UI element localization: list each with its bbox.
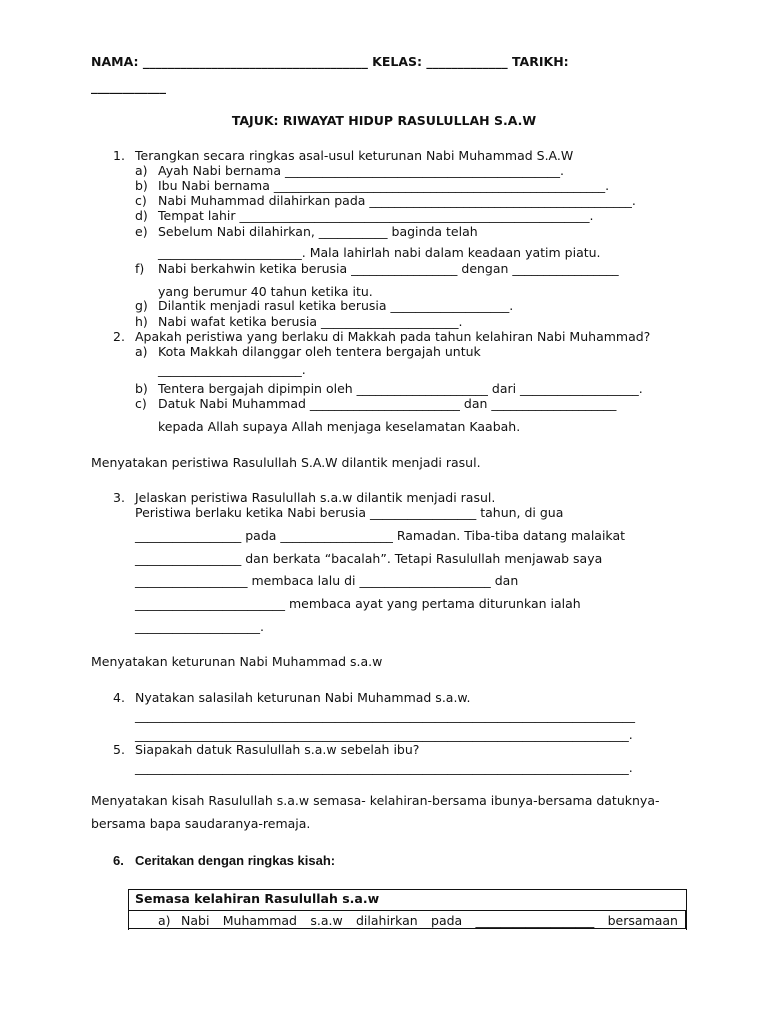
q1-c-text[interactable]: Nabi Muhammad dilahirkan pada __________________________________________. [158, 193, 636, 208]
q2-c-continuation: kepada Allah supaya Allah menjaga keselamatan Kaabah. [158, 419, 521, 434]
q3-number: 3. [113, 490, 125, 505]
row-a-blank[interactable]: ___________________ [475, 913, 595, 928]
q1-d-text[interactable]: Tempat lahir ________________________________________________________. [158, 208, 594, 223]
row-a-word: s.a.w [310, 913, 343, 928]
q1-g-label: g) [135, 298, 148, 313]
q1-a-text[interactable]: Ayah Nabi bernama ____________________________________________. [158, 163, 564, 178]
q1-c-label: c) [135, 193, 147, 208]
section-heading-appointment: Menyatakan peristiwa Rasulullah S.A.W dilantik menjadi rasul. [91, 455, 481, 470]
q1-h-text[interactable]: Nabi wafat ketika berusia ______________________. [158, 314, 463, 329]
row-a-word: pada [431, 913, 463, 928]
q2-number: 2. [113, 329, 125, 344]
q2-a-label: a) [135, 344, 148, 359]
q5-text: Siapakah datuk Rasulullah s.a.w sebelah ibu? [135, 742, 420, 757]
q3-line-3[interactable]: _________________ dan berkata “bacalah”. Tetapi Rasulullah menjawab saya [135, 551, 603, 566]
q6-text: Ceritakan dengan ringkas kisah: [135, 853, 336, 868]
q1-d-label: d) [135, 208, 148, 223]
q2-c-text[interactable]: Datuk Nabi Muhammad ________________________ dan ____________________ [158, 396, 617, 411]
q2-b-text[interactable]: Tentera bergajah dipimpin oleh _____________________ dari ___________________. [158, 381, 643, 396]
q2-c-label: c) [135, 396, 147, 411]
q4-answer-line-1[interactable]: ________________________________________________________________________________ [135, 708, 635, 723]
q1-number: 1. [113, 148, 125, 163]
q5-number: 5. [113, 742, 125, 757]
q4-answer-line-2[interactable]: _______________________________________________________________________________. [135, 727, 633, 742]
section-heading-lineage: Menyatakan keturunan Nabi Muhammad s.a.w [91, 654, 383, 669]
row-a-word: Nabi [181, 913, 210, 928]
q3-line-2[interactable]: _________________ pada __________________ Ramadan. Tiba-tiba datang malaikat [135, 528, 626, 543]
q3-line-5[interactable]: ________________________ membaca ayat yang pertama diturunkan ialah [135, 596, 581, 611]
q1-f-continuation: yang berumur 40 tahun ketika itu. [158, 284, 373, 299]
table-left-border [128, 910, 129, 929]
q1-e-text[interactable]: Sebelum Nabi dilahirkan, ___________ baginda telah [158, 224, 478, 239]
q6-number: 6. [113, 853, 124, 868]
q2-b-label: b) [135, 381, 148, 396]
q2-text: Apakah peristiwa yang berlaku di Makkah pada tahun kelahiran Nabi Muhammad? [135, 329, 651, 344]
q1-b-label: b) [135, 178, 148, 193]
table-row-a-label: a) [158, 913, 171, 928]
date-blank-line[interactable]: ____________ [91, 79, 166, 94]
q3-line-4[interactable]: __________________ membaca lalu di _____________________ dan [135, 573, 519, 588]
row-a-word: bersamaan [607, 913, 678, 928]
q1-f-text[interactable]: Nabi berkahwin ketika berusia _________________ dengan _________________ [158, 261, 619, 276]
q1-a-label: a) [135, 163, 148, 178]
q1-f-label: f) [135, 261, 145, 276]
page-title: TAJUK: RIWAYAT HIDUP RASULULLAH S.A.W [231, 113, 537, 128]
q3-text: Jelaskan peristiwa Rasulullah s.a.w dilantik menjadi rasul. [135, 490, 496, 505]
q4-number: 4. [113, 690, 125, 705]
q1-e-continuation[interactable]: _______________________. Mala lahirlah nabi dalam keadaan yatim piatu. [158, 245, 601, 260]
q2-a-text: Kota Makkah dilanggar oleh tentera bergajah untuk [158, 344, 481, 359]
q3-line-1[interactable]: Peristiwa berlaku ketika Nabi berusia _________________ tahun, di gua [135, 505, 564, 520]
q1-e-label: e) [135, 224, 148, 239]
row-a-word: dilahirkan [356, 913, 418, 928]
table-bottom-border [128, 928, 686, 929]
q4-text: Nyatakan salasilah keturunan Nabi Muhammad s.a.w. [135, 690, 471, 705]
name-class-date-line[interactable]: NAMA: ____________________________________ KELAS: _____________ TARIKH: [91, 54, 569, 69]
table-right-border [685, 910, 686, 929]
q1-text: Terangkan secara ringkas asal-usul keturunan Nabi Muhammad S.A.W [135, 148, 574, 163]
table-row-a-text[interactable] [181, 913, 678, 928]
q2-a-continuation[interactable]: _______________________. [158, 362, 306, 377]
table-header-birth: Semasa kelahiran Rasulullah s.a.w [135, 891, 380, 906]
q1-g-text[interactable]: Dilantik menjadi rasul ketika berusia ___________________. [158, 298, 514, 313]
q3-line-6[interactable]: ____________________. [135, 619, 264, 634]
row-a-word: Muhammad [222, 913, 297, 928]
section-heading-story-line-2: bersama bapa saudaranya-remaja. [91, 816, 311, 831]
section-heading-story-line-1: Menyatakan kisah Rasulullah s.a.w semasa- kelahiran-bersama ibunya-bersama datuknya- [91, 793, 660, 808]
q1-h-label: h) [135, 314, 148, 329]
q5-answer-line[interactable]: _______________________________________________________________________________. [135, 760, 633, 775]
q1-b-text[interactable]: Ibu Nabi bernama _____________________________________________________. [158, 178, 610, 193]
table-divider [128, 910, 685, 911]
